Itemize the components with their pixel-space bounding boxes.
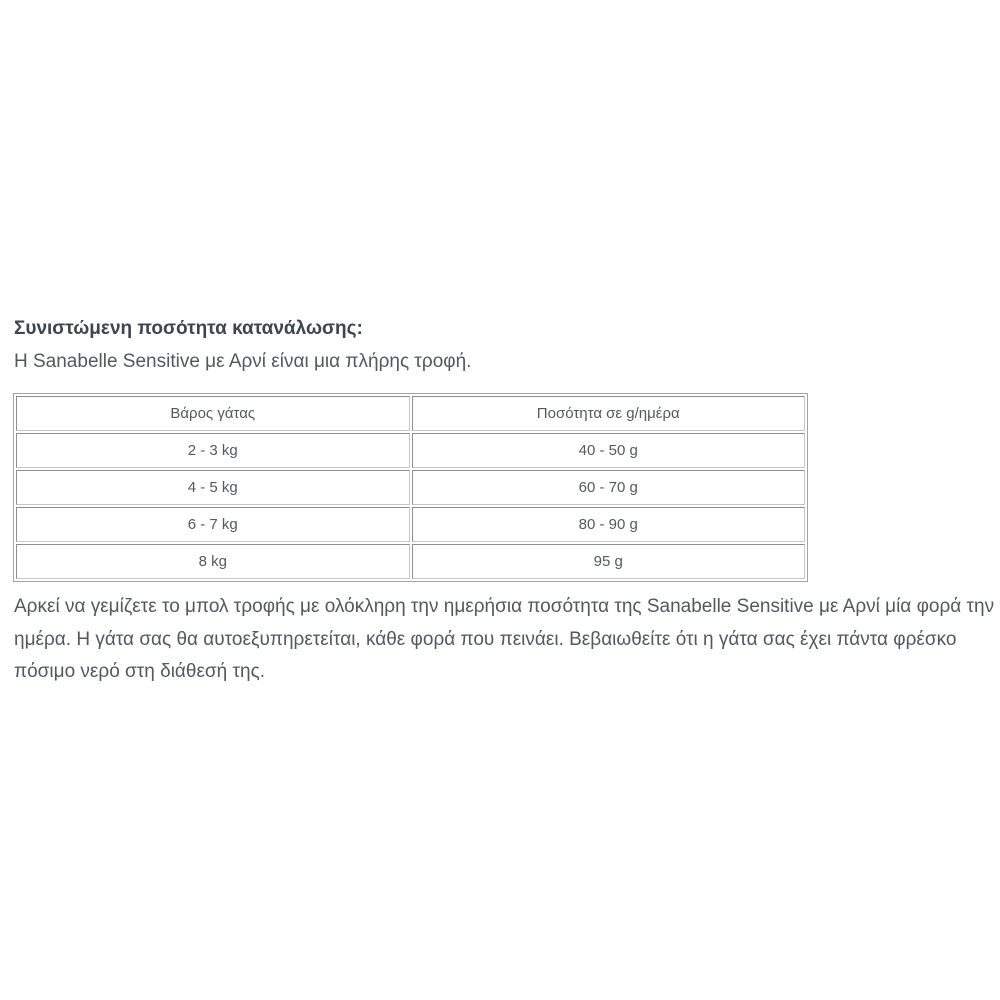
weight-cell: 4 - 5 kg [16,470,410,505]
weight-cell: 8 kg [16,544,410,579]
quantity-cell: 60 - 70 g [412,470,806,505]
weight-cell: 2 - 3 kg [16,433,410,468]
table-row [16,544,805,579]
feeding-recommendation-section [14,317,998,689]
column-header-cat-weight: Βάρος γάτας [16,396,410,431]
quantity-cell: 80 - 90 g [412,507,806,542]
table-row [16,470,805,505]
feeding-table [13,393,808,582]
table-header-row [16,396,805,431]
table-row [16,433,805,468]
section-heading: Συνιστώμενη ποσότητα κατανάλωσης: [14,318,363,339]
quantity-cell: 95 g [412,544,806,579]
table-row [16,507,805,542]
quantity-cell: 40 - 50 g [412,433,806,468]
feeding-instructions-text: Αρκεί να γεμίζετε το μπολ τροφής με ολόκληρη την ημερήσια ποσότητα της Sanabelle Sensitive με Αρνί μία φορά την ημέρα. Η γάτα σας θα αυτοεξυπηρετείται, κάθε φορά που πεινάει. Βεβαιωθείτε ότι η γάτα σας έχει πάντα φρέσκο πόσιμο νερό στη διάθεσή της. [14,596,995,682]
weight-cell: 6 - 7 kg [16,507,410,542]
intro-text: Η Sanabelle Sensitive με Αρνί είναι μια πλήρης τροφή. [14,351,472,372]
column-header-quantity-per-day: Ποσότητα σε g/ημέρα [412,396,806,431]
